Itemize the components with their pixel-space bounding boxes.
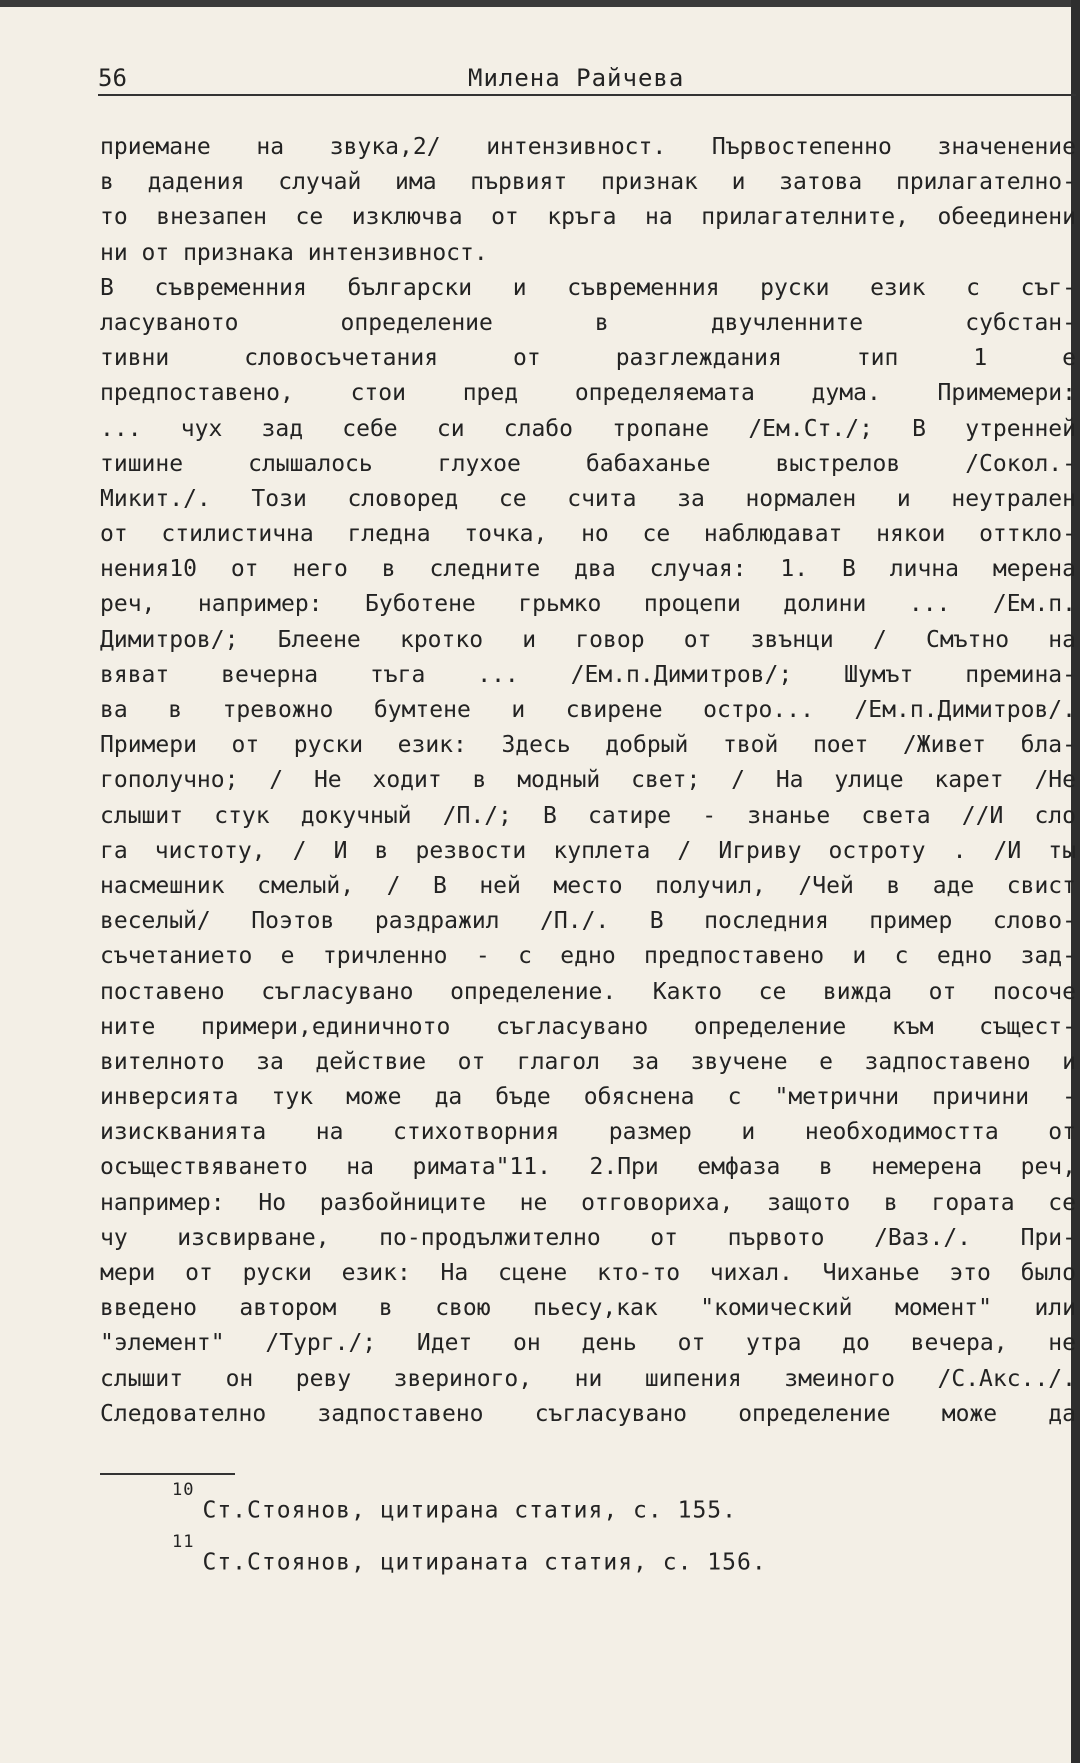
text-line: реч, например: Буботене грьмко процепи долини ... /Ем.п. (100, 591, 1076, 618)
page-header (98, 64, 1076, 98)
text-line: изискванията на стихотворния размер и необходимостта от (100, 1119, 1076, 1146)
footnote-text: Ст.Стоянов, цитирана статия, с. 155. (202, 1497, 737, 1524)
page-number: 56 (98, 64, 127, 92)
text-line: ва в тревожно бумтене и свирене остро... /Ем.п.Димитров/. (100, 697, 1076, 723)
text-line: "элемент" /Тург./; Идет он день от утра до вечера, не (100, 1330, 1076, 1357)
header-rule (98, 94, 1076, 96)
running-head: Милена Райчева (468, 64, 685, 92)
top-edge-rule (0, 0, 1080, 7)
footnote-rule (100, 1473, 235, 1475)
text-line: тивни словосъчетания от разглеждания тип 1 е (100, 345, 1076, 372)
text-line: ни от признака интензивност. (100, 239, 488, 266)
body-text (100, 130, 1076, 1432)
text-line: Примери от руски език: Здесь добрый твой поет /Живет бла- (100, 732, 1076, 759)
text-line: предпоставено, стои пред определяемата дума. Примемери: (100, 380, 1076, 407)
text-line: вителното за действие от глагол за звучене е задпоставено и (100, 1048, 1076, 1075)
text-line: поставено съгласувано определение. Както се вижда от посоче (100, 978, 1076, 1005)
footnote-mark: 10 (172, 1480, 195, 1500)
footnote-text: Ст.Стоянов, цитираната статия, с. 156. (202, 1549, 767, 1576)
text-line: нения10 от него в следните два случая: 1. В лична мерена (100, 556, 1076, 583)
footnote (172, 1532, 767, 1576)
text-line: осъществяването на римата"11. 2.При емфаза в немерена реч, (100, 1154, 1076, 1181)
text-line: от стилистична гледна точка, но се наблюдават някои отткло- (100, 521, 1076, 548)
text-line: приемане на звука,2/ интензивност. Първостепенно значенение (100, 134, 1076, 160)
text-line: слышит стук докучный /П./; В сатире - знанье света //И сло (100, 802, 1076, 829)
text-line: ласуваното определение в двучленните субстан- (100, 309, 1076, 336)
text-line: Димитров/; Блеене кротко и говор от звънци / Смътно на (100, 626, 1076, 653)
text-line: насмешник смелый, / В ней место получил, /Чей в аде свист (100, 872, 1076, 899)
footnote (172, 1480, 737, 1524)
text-line: чу изсвирване, по-продължително от първото /Ваз./. При- (100, 1224, 1076, 1251)
text-line: в дадения случай има първият признак и затова прилагателно- (100, 169, 1076, 196)
text-line: слышит он реву звериного, ни шипения змеиного /С.Акс../. (100, 1365, 1076, 1392)
text-line: гополучно; / Не ходит в модный свет; / На улице карет /Не (100, 767, 1076, 794)
text-line: инверсията тук може да бъде обяснена с "метрични причини - (100, 1084, 1076, 1111)
text-line: съчетанието е тричленно - с едно предпоставено и с едно зад- (100, 943, 1076, 970)
text-line: то внезапен се изключва от кръга на прилагателните, обеединени (100, 204, 1076, 231)
text-line: например: Но разбойниците не отговориха, защото в гората се (100, 1189, 1076, 1216)
text-line: введено автором в свою пьесу,как "комический момент" или (100, 1295, 1076, 1322)
text-line: Микит./. Този словоред се счита за нормален и неутрален (100, 485, 1076, 512)
text-line: Следователно задпоставено съгласувано определение може да (100, 1400, 1076, 1427)
text-line: га чистоту, / И в резвости куплета / Игриву остроту . /И ты (100, 837, 1076, 864)
text-line: ните примери,единичното съгласувано определение към същест- (100, 1013, 1076, 1040)
text-line: ... чух зад себе си слабо тропане /Ем.Ст./; В утренней (100, 415, 1076, 442)
text-line: мери от руски език: На сцене кто-то чихал. Чиханье это было (100, 1260, 1076, 1286)
footnote-mark: 11 (172, 1532, 195, 1552)
text-line: тишине слышалось глухое бабаханье выстрелов /Сокол.- (100, 450, 1076, 477)
text-line: В съвременния български и съвременния руски език с съг- (100, 274, 1076, 301)
text-line: вяват вечерна тъга ... /Ем.п.Димитров/; Шумът премина- (100, 661, 1076, 688)
text-line: веселый/ Поэтов раздражил /П./. В последния пример словo- (100, 908, 1076, 935)
